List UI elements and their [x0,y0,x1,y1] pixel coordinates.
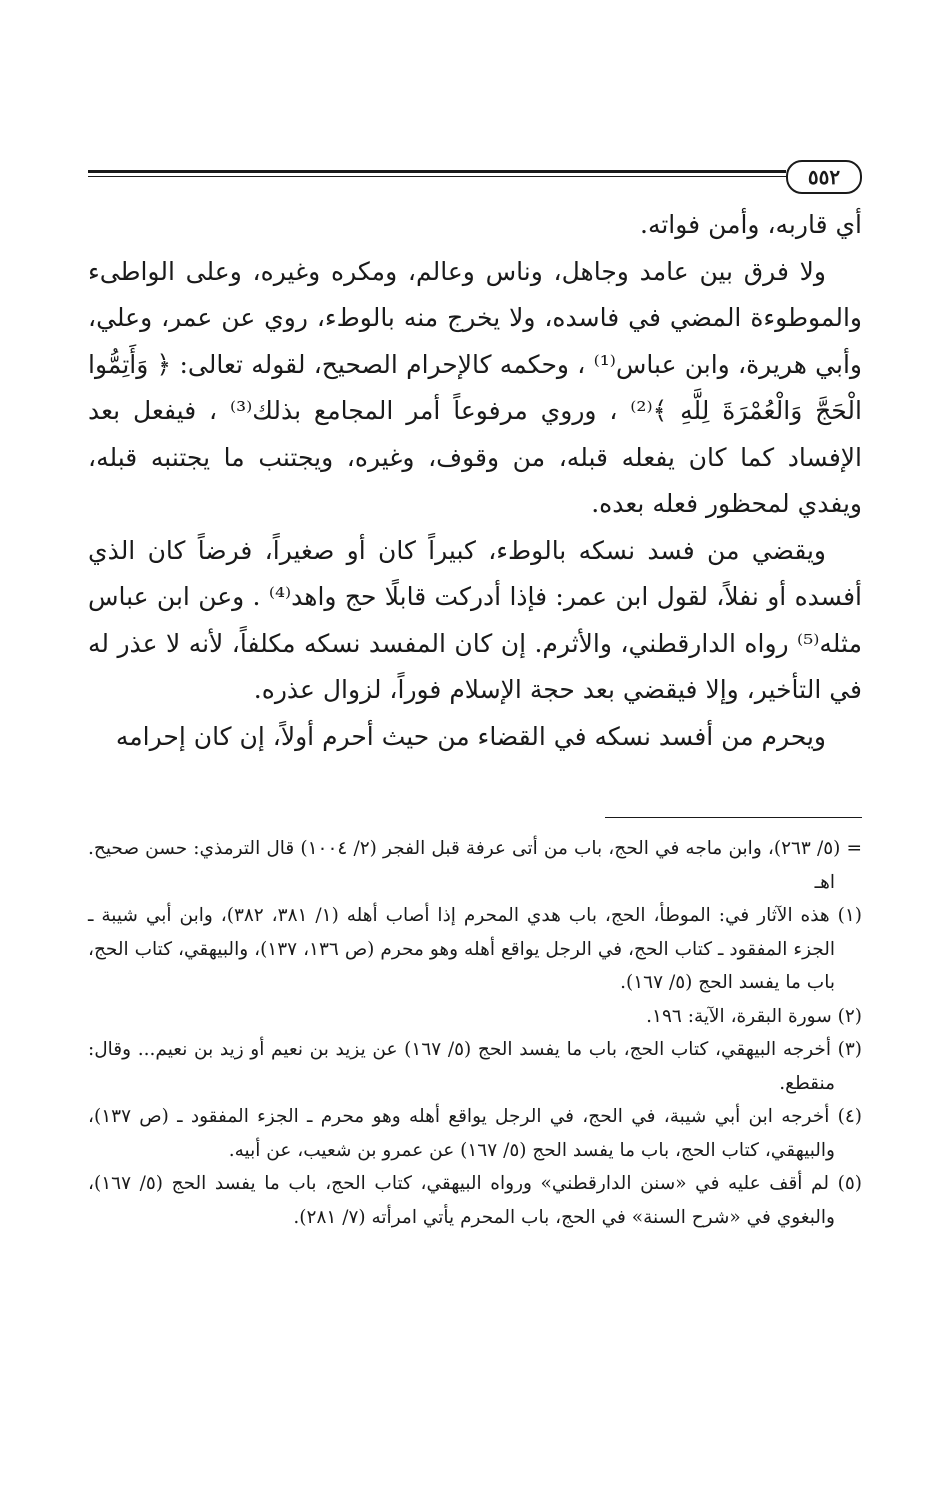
paragraph: ويقضي من فسد نسكه بالوطء، كبيراً كان أو صغيراً، فرضاً كان الذي أفسده أو نفلاً، لقول ابن عمر: فإذا أدركت قابلًا حج واهد⁽⁴⁾ . وعن ابن عباس مثله⁽⁵⁾ رواه الدارقطني، والأثرم. إن كان المفسد نسكه مكلفاً، لأنه لا عذر له في التأخير، وإلا فيقضي بعد حجة الإسلام فوراً، لزوال عذره. [88,535,862,704]
footnotes [88,832,862,1234]
footnote: (٥) لم أقف عليه في «سنن الدارقطني» ورواه البيهقي، كتاب الحج، باب ما يفسد الحج (٥/ ١٦٧)، والبغوي في «شرح السنة» في الحج، باب المحرم يأتي امرأته (٧/ ٢٨١). [88,1173,862,1228]
paragraph: ويحرم من أفسد نسكه في القضاء من حيث أحرم أولاً، إن كان إحرامه [115,721,826,751]
main-text [88,202,862,760]
paragraph: أي قاربه، وأمن فواته. [640,210,862,239]
footnote: (٣) أخرجه البيهقي، كتاب الحج، باب ما يفسد الحج (٥/ ١٦٧) عن يزيد بن نعيم أو زيد بن نعيم... وقال: منقطع. [88,1039,863,1094]
page-number: ٥٥٢ [786,160,862,194]
header-rule [88,170,786,177]
footnote: (١) هذه الآثار في: الموطأ، الحج، باب هدي المحرم إذا أصاب أهله (١/ ٣٨١، ٣٨٢)، وابن أبي شيبة ـ الجزء المفقود ـ كتاب الحج، في الرجل يواقع أهله وهو محرم (ص ١٣٦، ١٣٧)، والبيهقي، كتاب الحج، باب ما يفسد الحج (٥/ ١٦٧). [88,905,862,993]
footnote: (٤) أخرجه ابن أبي شيبة، في الحج، في الرجل يواقع أهله وهو محرم ـ الجزء المفقود ـ (ص ١٣٧)، والبيهقي، كتاب الحج، باب ما يفسد الحج (٥/ ١٦٧) عن عمرو بن شعيب، عن أبيه. [88,1106,862,1161]
footnote-divider [605,817,862,818]
page-header [88,160,862,192]
footnote: = (٥/ ٢٦٣)، وابن ماجه في الحج، باب من أتى عرفة قبل الفجر (٢/ ١٠٠٤) قال الترمذي: حسن صحيح. اهـ [88,838,863,893]
footnote: (٢) سورة البقرة، الآية: ١٩٦. [646,1005,862,1027]
paragraph: ولا فرق بين عامد وجاهل، وناس وعالم، ومكره وغيره، وعلى الواطىء والموطوءة المضي في فاسده، ولا يخرج منه بالوطء، روي عن عمر، وعلي، وأبي هريرة، وابن عباس⁽¹⁾ ، وحكمه كالإحرام الصحيح، لقوله تعالى: ﴿ وَأَتِمُّوا الْحَجَّ وَالْعُمْرَةَ لِلَّهِ ﴾⁽²⁾ ، وروي مرفوعاً أمر المجامع بذلك⁽³⁾ ، فيفعل بعد الإفساد كما كان يفعله قبله، من وقوف، وغيره، ويجتنب ما يجتنبه قبله، ويفدي لمحظور فعله بعده. [88,256,862,518]
